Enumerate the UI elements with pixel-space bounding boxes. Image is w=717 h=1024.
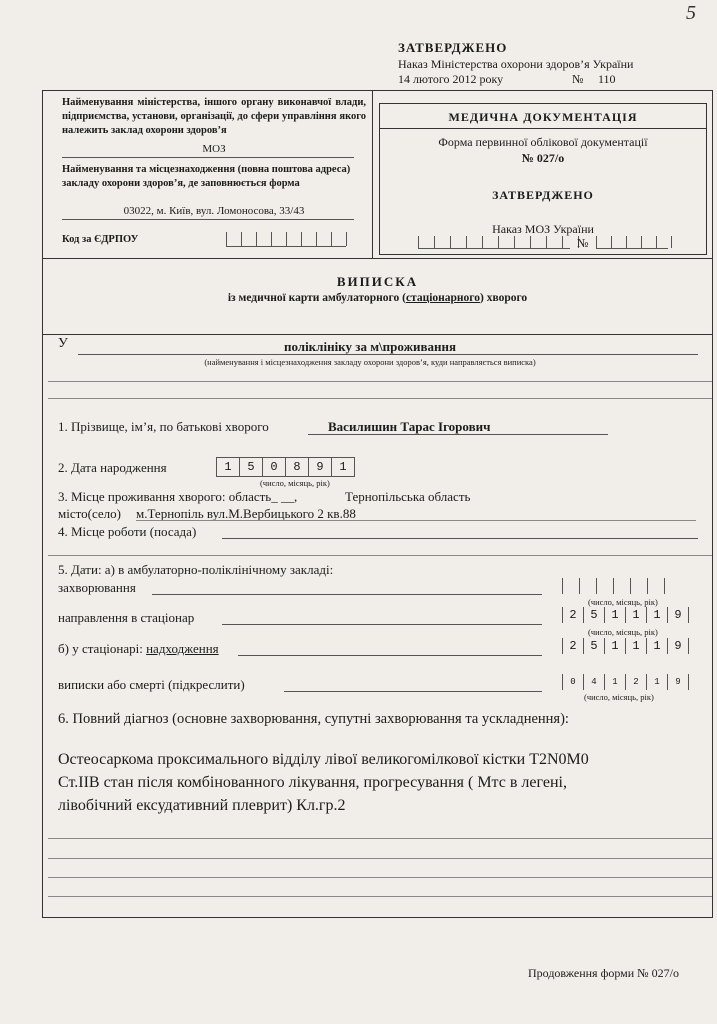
header-divider (372, 90, 373, 258)
discharge-date-label: виписки або смерті (підкреслити) (58, 677, 245, 692)
dob-digit: 9 (308, 457, 331, 477)
document-title: ВИПИСКА (336, 274, 419, 289)
discharge-date-digit: 1 (646, 674, 667, 690)
ministry-value: МОЗ (202, 143, 226, 155)
form-number: № 027/о (521, 151, 565, 165)
illness-date-hint: (число, місяць, рік) (588, 597, 658, 607)
edrpou-cells (226, 232, 347, 246)
dob-cells (216, 457, 355, 475)
order-number-label: № (577, 236, 589, 250)
residence-region: Тернопільська область (345, 489, 471, 504)
admission-date-digit: 2 (562, 638, 583, 654)
illness-date-label: захворювання (58, 580, 136, 595)
address-label: Найменування та місцезнаходження (повна поштова адреса) закладу охорони здоров’я, де заповнюється форма (62, 164, 351, 189)
admission-date-digit: 1 (604, 638, 625, 654)
residence-city-label: місто(село) (58, 506, 121, 521)
referral-date-digit: 1 (604, 607, 625, 623)
document-subtitle: із медичної карти амбулаторного (стаціонарного) хворого (227, 292, 528, 304)
residence-city: м.Тернопіль вул.М.Вербицького 2 кв.88 (136, 506, 356, 521)
admission-date-digit: 9 (667, 638, 689, 654)
discharge-date-digit: 4 (583, 674, 604, 690)
diagnosis-line-2: Ст.IIВ стан після комбінованного лікування, прогресування ( Мтс в легені, (58, 774, 567, 791)
order-date-cells (418, 236, 579, 248)
header-bottom-line (42, 258, 713, 259)
approval-title: ЗАТВЕРДЖЕНО (398, 40, 508, 55)
approval-number-label: № (572, 72, 584, 86)
dob-digit: 5 (239, 457, 262, 477)
referral-date-digit: 1 (625, 607, 646, 623)
header-approved: ЗАТВЕРДЖЕНО (492, 188, 594, 202)
order-label: Наказ МОЗ України (492, 222, 594, 236)
residence-label: 3. Місце проживання хворого: область_ __, (58, 489, 298, 504)
referral-date-hint: (число, місяць, рік) (588, 627, 658, 637)
illness-date-cells (562, 578, 665, 594)
discharge-date-cells (562, 674, 689, 690)
admission-date-digit: 1 (625, 638, 646, 654)
discharge-date-hint: (число, місяць, рік) (584, 692, 654, 702)
edrpou-label: Код за ЄДРПОУ (62, 234, 139, 245)
dob-hint: (число, місяць, рік) (260, 478, 330, 488)
title-section-line (42, 334, 713, 335)
approval-number: 110 (598, 72, 616, 86)
dob-digit: 1 (216, 457, 239, 477)
dob-digit: 1 (331, 457, 355, 477)
dob-label: 2. Дата народження (58, 460, 167, 475)
referral-date-digit: 9 (667, 607, 689, 623)
admission-date-digit: 5 (583, 638, 604, 654)
form-line: Форма первинної облікової документації (438, 135, 648, 149)
approval-order: Наказ Міністерства охорони здоров’я України (398, 57, 634, 71)
discharge-date-digit: 2 (625, 674, 646, 690)
discharge-date-digit: 0 (562, 674, 583, 690)
medical-documentation-title: МЕДИЧНА ДОКУМЕНТАЦІЯ (448, 110, 638, 124)
diagnosis-line-3: лівобічний ексудативний плеврит) Кл.гр.2 (58, 797, 346, 814)
address-value: 03022, м. Київ, вул. Ломоносова, 33/43 (123, 205, 305, 217)
page-number-mark: 5 (686, 2, 696, 24)
discharge-date-digit: 9 (667, 674, 689, 690)
patient-name-label: 1. Прізвище, ім’я, по батькові хворого (58, 419, 269, 434)
work-label: 4. Місце роботи (посада) (58, 524, 197, 539)
form-continuation-note: Продовження форми № 027/о (528, 966, 679, 980)
admission-date-label: б) у стаціонарі: надходження (58, 641, 219, 656)
dates-header: 5. Дати: а) в амбулаторно-поліклінічному закладі: (58, 562, 334, 577)
dob-digit: 0 (262, 457, 285, 477)
dob-digit: 8 (285, 457, 308, 477)
to-label: У (58, 336, 68, 351)
referral-date-digit: 5 (583, 607, 604, 623)
admission-date-cells (562, 638, 689, 654)
referral-date-digit: 1 (646, 607, 667, 623)
diagnosis-label: 6. Повний діагноз (основне захворювання, супутні захворювання та ускладнення): (58, 711, 569, 727)
referral-date-cells (562, 607, 689, 623)
destination-value: поліклініку за м\проживання (283, 339, 457, 354)
referral-date-digit: 2 (562, 607, 583, 623)
destination-hint: (найменування і місцезнаходження закладу охорони здоров’я, куди направляється виписка) (204, 357, 536, 367)
header-right-divider (379, 128, 707, 129)
patient-name-value: Василишин Тарас Ігорович (328, 419, 491, 434)
admission-date-digit: 1 (646, 638, 667, 654)
approval-date: 14 лютого 2012 року (398, 72, 504, 86)
diagnosis-line-1: Остеосаркома проксимального відділу лівої великогомілкової кістки T2N0M0 (58, 751, 589, 768)
ministry-label: Найменування міністерства, іншого органу виконавчої влади, підприємства, установи, організації, до сфери управління якого належить заклад охорони здоров’я (62, 97, 366, 136)
discharge-date-digit: 1 (604, 674, 625, 690)
referral-date-label: направлення в стаціонар (58, 610, 195, 625)
order-number-cells (596, 236, 672, 248)
